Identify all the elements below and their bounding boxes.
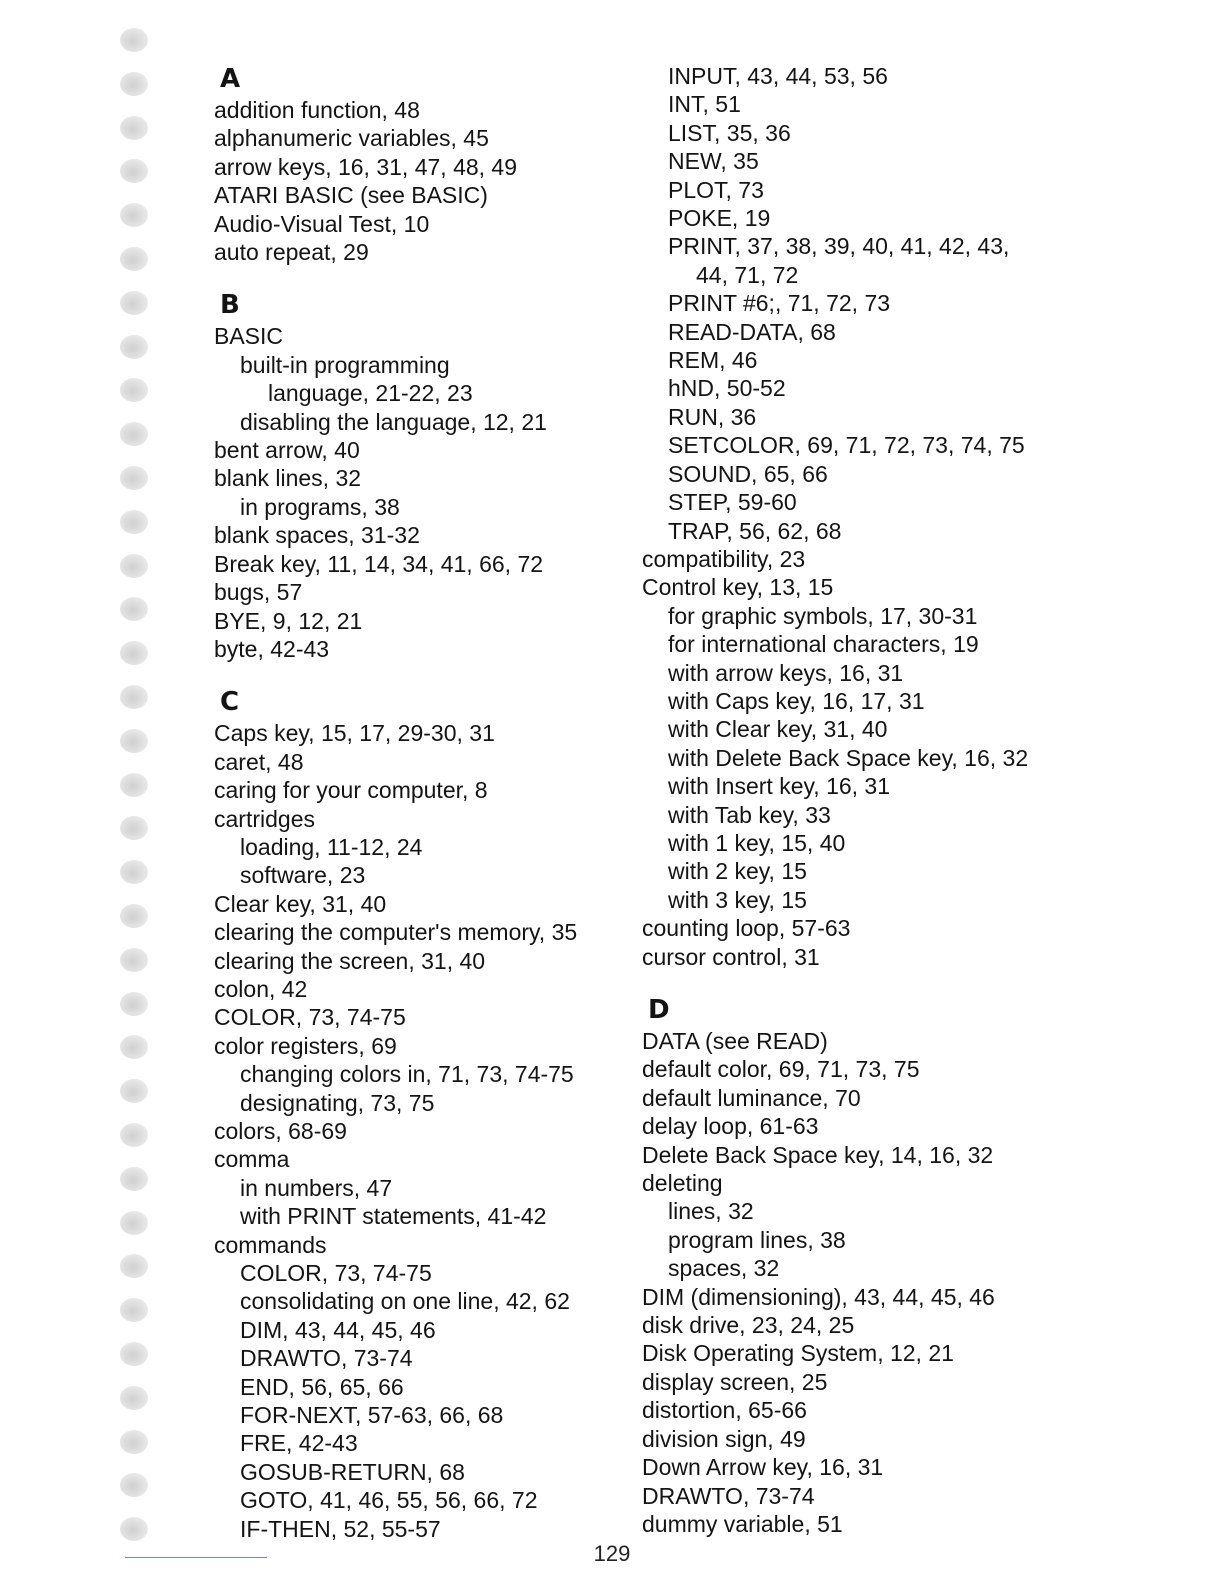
binding-hole xyxy=(120,466,148,490)
binding-hole xyxy=(120,203,148,227)
binding-hole xyxy=(120,1211,148,1235)
index-subentry: software, 23 xyxy=(240,862,366,889)
index-subentry: PLOT, 73 xyxy=(668,176,764,203)
index-subentry: changing colors in, 71, 73, 74-75 xyxy=(240,1061,574,1088)
index-subentry: with Caps key, 16, 17, 31 xyxy=(668,687,925,714)
binding-hole xyxy=(120,1517,148,1541)
index-subentry: IF-THEN, 52, 55-57 xyxy=(240,1515,441,1542)
section-letter: B xyxy=(220,290,240,321)
index-entry: DRAWTO, 73-74 xyxy=(642,1482,815,1509)
index-entry: byte, 42-43 xyxy=(214,635,330,662)
index-subentry: PRINT, 37, 38, 39, 40, 41, 42, 43, xyxy=(668,233,1010,260)
index-subentry: with 2 key, 15 xyxy=(668,858,807,885)
index-entry: bugs, 57 xyxy=(214,579,303,606)
binding-hole xyxy=(120,159,148,183)
binding-hole xyxy=(120,773,148,797)
index-subentry: built-in programming xyxy=(240,351,450,378)
index-subentry: in numbers, 47 xyxy=(240,1174,393,1201)
index-entry: Break key, 11, 14, 34, 41, 66, 72 xyxy=(214,550,544,577)
index-subentry: language, 21-22, 23 xyxy=(268,380,473,407)
binding-hole xyxy=(120,904,148,928)
index-entry: dummy variable, 51 xyxy=(642,1510,843,1537)
index-subentry: FRE, 42-43 xyxy=(240,1430,358,1457)
binding-hole xyxy=(120,510,148,534)
index-subentry: with PRINT statements, 41-42 xyxy=(240,1203,547,1230)
binding-hole xyxy=(120,860,148,884)
index-subentry: DIM, 43, 44, 45, 46 xyxy=(240,1316,436,1343)
binding-hole xyxy=(120,948,148,972)
index-entry: Down Arrow key, 16, 31 xyxy=(642,1454,884,1481)
binding-hole xyxy=(120,1342,148,1366)
page-number: 129 xyxy=(593,1541,631,1566)
binding-holes xyxy=(120,28,154,1558)
index-column-right xyxy=(642,62,1082,1538)
binding-hole xyxy=(120,247,148,271)
binding-hole xyxy=(120,992,148,1016)
index-entry: bent arrow, 40 xyxy=(214,437,360,464)
section-letter: D xyxy=(648,995,670,1025)
index-entry: Caps key, 15, 17, 29-30, 31 xyxy=(214,720,495,747)
index-entry: colon, 42 xyxy=(214,975,308,1002)
index-subentry: in programs, 38 xyxy=(240,493,400,520)
index-subentry: END, 56, 65, 66 xyxy=(240,1373,404,1400)
index-subentry: TRAP, 56, 62, 68 xyxy=(668,517,842,544)
binding-hole xyxy=(120,291,148,315)
section-gap xyxy=(642,971,1082,993)
index-entry: DIM (dimensioning), 43, 44, 45, 46 xyxy=(642,1283,995,1310)
binding-hole xyxy=(120,1079,148,1103)
index-entry: disk drive, 23, 24, 25 xyxy=(642,1312,855,1339)
binding-hole xyxy=(120,1254,148,1278)
binding-hole xyxy=(120,597,148,621)
index-entry: BYE, 9, 12, 21 xyxy=(214,607,363,634)
index-entry: alphanumeric variables, 45 xyxy=(214,125,489,152)
index-subentry: PRINT #6;, 71, 72, 73 xyxy=(668,290,891,317)
binding-hole xyxy=(120,1167,148,1191)
index-subentry: with arrow keys, 16, 31 xyxy=(668,659,904,686)
binding-hole xyxy=(120,116,148,140)
index-entry: Control key, 13, 15 xyxy=(642,574,834,601)
index-entry: distortion, 65-66 xyxy=(642,1397,807,1424)
index-subentry: program lines, 38 xyxy=(668,1226,846,1253)
binding-hole xyxy=(120,1386,148,1410)
index-entry: deleting xyxy=(642,1170,723,1197)
index-entry: DATA (see READ) xyxy=(642,1028,828,1054)
index-entry: ATARI BASIC (see BASIC) xyxy=(214,182,488,209)
index-entry: division sign, 49 xyxy=(642,1425,806,1452)
index-entry: caret, 48 xyxy=(214,748,304,775)
footer-rule xyxy=(125,1557,267,1558)
index-entry: Clear key, 31, 40 xyxy=(214,890,387,917)
binding-hole xyxy=(120,335,148,359)
index-entry: Disk Operating System, 12, 21 xyxy=(642,1340,954,1367)
index-entry: auto repeat, 29 xyxy=(214,239,369,266)
section-letter: A xyxy=(220,64,241,94)
index-entry: display screen, 25 xyxy=(642,1368,828,1395)
section-letter: C xyxy=(220,687,240,718)
index-subentry: FOR-NEXT, 57-63, 66, 68 xyxy=(240,1402,504,1429)
index-entry: color registers, 69 xyxy=(214,1032,397,1059)
index-entry: blank lines, 32 xyxy=(214,465,362,492)
index-subentry: with Clear key, 31, 40 xyxy=(668,716,888,743)
index-subentry: INPUT, 43, 44, 53, 56 xyxy=(668,63,888,89)
index-subentry: GOSUB-RETURN, 68 xyxy=(240,1458,465,1485)
index-subentry: POKE, 19 xyxy=(668,205,771,232)
index-column-left xyxy=(214,62,614,1543)
binding-hole xyxy=(120,1473,148,1497)
index-subentry: COLOR, 73, 74-75 xyxy=(240,1260,432,1287)
section-gap xyxy=(214,663,614,685)
index-entry: Delete Back Space key, 14, 16, 32 xyxy=(642,1141,994,1168)
index-entry: counting loop, 57-63 xyxy=(642,915,851,942)
index-subentry: disabling the language, 12, 21 xyxy=(240,408,547,435)
index-subentry: for graphic symbols, 17, 30-31 xyxy=(668,602,978,629)
index-entry: cursor control, 31 xyxy=(642,943,820,970)
index-entry: arrow keys, 16, 31, 47, 48, 49 xyxy=(214,153,518,180)
index-subentry: consolidating on one line, 42, 62 xyxy=(240,1288,570,1315)
index-entry: cartridges xyxy=(214,805,315,832)
index-entry: BASIC xyxy=(214,323,284,350)
index-entry: blank spaces, 31-32 xyxy=(214,522,420,549)
index-subentry: STEP, 59-60 xyxy=(668,489,797,516)
binding-hole xyxy=(120,554,148,578)
index-subentry: spaces, 32 xyxy=(668,1255,780,1282)
index-subentry: DRAWTO, 73-74 xyxy=(240,1345,413,1372)
index-subentry: SETCOLOR, 69, 71, 72, 73, 74, 75 xyxy=(668,432,1025,459)
index-subentry: LIST, 35, 36 xyxy=(668,119,791,146)
index-subentry: INT, 51 xyxy=(668,91,741,118)
index-entry: delay loop, 61-63 xyxy=(642,1113,819,1140)
index-entry: comma xyxy=(214,1146,290,1173)
index-subentry: NEW, 35 xyxy=(668,148,759,175)
index-subentry: with 1 key, 15, 40 xyxy=(668,829,846,856)
index-subentry: loading, 11-12, 24 xyxy=(240,833,423,860)
binding-hole xyxy=(120,28,148,52)
index-entry: default color, 69, 71, 73, 75 xyxy=(642,1056,920,1083)
index-subentry: lines, 32 xyxy=(668,1198,754,1225)
index-entry: COLOR, 73, 74-75 xyxy=(214,1004,406,1031)
index-entry: default luminance, 70 xyxy=(642,1084,861,1111)
binding-hole xyxy=(120,816,148,840)
binding-hole xyxy=(120,72,148,96)
index-entry: clearing the screen, 31, 40 xyxy=(214,947,486,974)
index-entry: addition function, 48 xyxy=(214,97,420,123)
index-entry: clearing the computer's memory, 35 xyxy=(214,919,578,946)
index-subentry: for international characters, 19 xyxy=(668,631,979,658)
index-subentry: with 3 key, 15 xyxy=(668,886,807,913)
binding-hole xyxy=(120,1123,148,1147)
binding-hole xyxy=(120,1430,148,1454)
index-entry: Audio-Visual Test, 10 xyxy=(214,210,430,237)
index-entry: colors, 68-69 xyxy=(214,1118,347,1144)
index-subentry: with Delete Back Space key, 16, 32 xyxy=(668,744,1029,771)
index-subentry: with Insert key, 16, 31 xyxy=(668,773,891,800)
index-subentry: 44, 71, 72 xyxy=(696,261,799,288)
binding-hole xyxy=(120,378,148,402)
binding-hole xyxy=(120,1035,148,1059)
index-subentry: GOTO, 41, 46, 55, 56, 66, 72 xyxy=(240,1487,538,1514)
index-subentry: REM, 46 xyxy=(668,347,758,374)
binding-hole xyxy=(120,685,148,709)
binding-hole xyxy=(120,1298,148,1322)
index-subentry: hND, 50-52 xyxy=(668,375,786,402)
section-gap xyxy=(214,266,614,288)
index-subentry: RUN, 36 xyxy=(668,403,757,430)
binding-hole xyxy=(120,422,148,446)
index-subentry: READ-DATA, 68 xyxy=(668,318,836,345)
index-entry: caring for your computer, 8 xyxy=(214,777,488,804)
binding-hole xyxy=(120,641,148,665)
index-entry: compatibility, 23 xyxy=(642,545,806,572)
index-subentry: SOUND, 65, 66 xyxy=(668,460,828,487)
binding-hole xyxy=(120,729,148,753)
index-subentry: designating, 73, 75 xyxy=(240,1089,435,1116)
index-subentry: with Tab key, 33 xyxy=(668,801,831,828)
index-entry: commands xyxy=(214,1231,327,1258)
